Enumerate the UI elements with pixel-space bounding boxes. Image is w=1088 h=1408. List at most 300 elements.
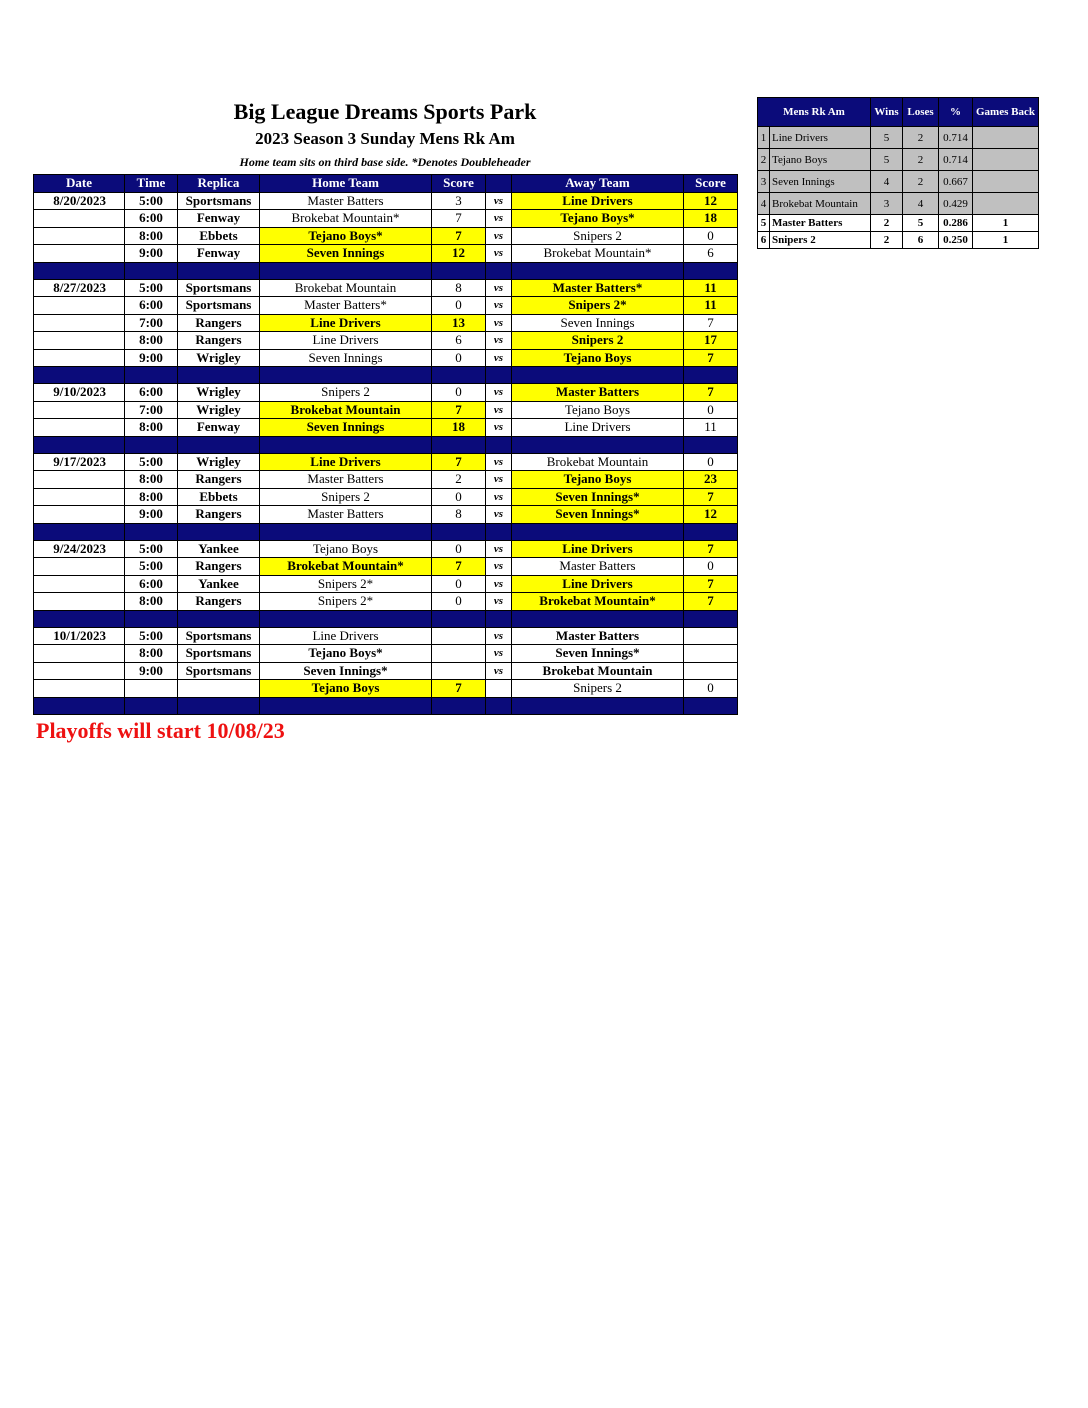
separator-cell bbox=[178, 610, 260, 627]
game-home-team: Master Batters bbox=[260, 506, 432, 524]
standings-games-back bbox=[973, 127, 1039, 149]
game-away-team: Master Batters* bbox=[512, 279, 684, 297]
game-home-score: 18 bbox=[432, 419, 486, 437]
standings-row bbox=[758, 193, 1039, 215]
separator-cell bbox=[512, 523, 684, 540]
standings-pct: 0.714 bbox=[939, 149, 973, 171]
game-time: 5:00 bbox=[125, 453, 178, 471]
game-away-score: 23 bbox=[684, 471, 738, 489]
separator-cell bbox=[432, 436, 486, 453]
col-away-score: Score bbox=[684, 175, 738, 193]
game-away-team: Seven Innings bbox=[512, 314, 684, 332]
game-time: 8:00 bbox=[125, 227, 178, 245]
separator-cell bbox=[486, 262, 512, 279]
standings-team: Brokebat Mountain bbox=[770, 193, 871, 215]
game-home-team: Brokebat Mountain* bbox=[260, 210, 432, 228]
game-away-team: Seven Innings* bbox=[512, 506, 684, 524]
game-away-team: Tejano Boys bbox=[512, 401, 684, 419]
game-row bbox=[34, 384, 738, 402]
game-row bbox=[34, 506, 738, 524]
standings-col-loses: Loses bbox=[903, 98, 939, 127]
standings-pct: 0.667 bbox=[939, 171, 973, 193]
standings-team: Master Batters bbox=[770, 215, 871, 232]
game-vs: vs bbox=[486, 627, 512, 645]
separator-cell bbox=[432, 367, 486, 384]
game-away-score: 17 bbox=[684, 332, 738, 350]
separator-cell bbox=[512, 262, 684, 279]
schedule-note: Home team sits on third base side. *Denotes Doubleheader bbox=[239, 155, 531, 169]
game-replica: Rangers bbox=[178, 558, 260, 576]
game-away-score: 11 bbox=[684, 297, 738, 315]
separator-cell bbox=[684, 367, 738, 384]
game-row bbox=[34, 488, 738, 506]
game-vs: vs bbox=[486, 453, 512, 471]
game-home-team: Seven Innings bbox=[260, 349, 432, 367]
game-time: 5:00 bbox=[125, 192, 178, 210]
game-home-score: 0 bbox=[432, 488, 486, 506]
game-home-team: Line Drivers bbox=[260, 453, 432, 471]
game-home-score: 13 bbox=[432, 314, 486, 332]
game-home-team: Snipers 2* bbox=[260, 593, 432, 611]
week-separator bbox=[34, 523, 738, 540]
page-subtitle: 2023 Season 3 Sunday Mens Rk Am bbox=[255, 129, 515, 148]
game-away-score: 0 bbox=[684, 680, 738, 698]
game-row bbox=[34, 332, 738, 350]
game-replica: Ebbets bbox=[178, 488, 260, 506]
standings-rank: 4 bbox=[758, 193, 770, 215]
game-away-team: Line Drivers bbox=[512, 192, 684, 210]
game-time: 6:00 bbox=[125, 210, 178, 228]
game-away-team: Snipers 2 bbox=[512, 332, 684, 350]
game-replica: Sportsmans bbox=[178, 662, 260, 680]
game-time: 9:00 bbox=[125, 506, 178, 524]
standings-games-back: 1 bbox=[973, 232, 1039, 249]
game-home-score: 0 bbox=[432, 297, 486, 315]
game-vs: vs bbox=[486, 506, 512, 524]
separator-cell bbox=[486, 610, 512, 627]
game-away-score: 7 bbox=[684, 593, 738, 611]
standings-pct: 0.714 bbox=[939, 127, 973, 149]
standings-pct: 0.429 bbox=[939, 193, 973, 215]
game-replica: Rangers bbox=[178, 593, 260, 611]
standings-games-back bbox=[973, 149, 1039, 171]
game-home-score: 6 bbox=[432, 332, 486, 350]
game-date bbox=[34, 506, 125, 524]
game-vs: vs bbox=[486, 349, 512, 367]
game-row bbox=[34, 245, 738, 263]
game-away-team: Seven Innings* bbox=[512, 488, 684, 506]
game-time: 8:00 bbox=[125, 332, 178, 350]
standings-team: Seven Innings bbox=[770, 171, 871, 193]
game-date bbox=[34, 227, 125, 245]
game-home-score bbox=[432, 627, 486, 645]
game-home-team: Master Batters bbox=[260, 471, 432, 489]
game-away-team: Tejano Boys bbox=[512, 471, 684, 489]
game-replica: Sportsmans bbox=[178, 297, 260, 315]
separator-cell bbox=[260, 262, 432, 279]
game-home-team: Brokebat Mountain bbox=[260, 279, 432, 297]
standings-row bbox=[758, 215, 1039, 232]
week-separator bbox=[34, 262, 738, 279]
game-home-score: 7 bbox=[432, 210, 486, 228]
game-row bbox=[34, 279, 738, 297]
schedule-header-row bbox=[34, 175, 738, 193]
playoffs-note: Playoffs will start 10/08/23 bbox=[36, 718, 285, 743]
separator-cell bbox=[512, 610, 684, 627]
game-home-team: Brokebat Mountain bbox=[260, 401, 432, 419]
game-vs: vs bbox=[486, 540, 512, 558]
game-date bbox=[34, 680, 125, 698]
standings-table bbox=[757, 97, 1039, 249]
separator-cell bbox=[34, 262, 125, 279]
game-time: 6:00 bbox=[125, 384, 178, 402]
separator-cell bbox=[432, 523, 486, 540]
game-home-score: 0 bbox=[432, 593, 486, 611]
game-vs: vs bbox=[486, 297, 512, 315]
col-replica: Replica bbox=[178, 175, 260, 193]
standings-wins: 5 bbox=[871, 149, 903, 171]
game-date bbox=[34, 593, 125, 611]
game-row bbox=[34, 627, 738, 645]
game-home-score: 7 bbox=[432, 227, 486, 245]
game-away-team: Brokebat Mountain bbox=[512, 662, 684, 680]
game-replica: Yankee bbox=[178, 540, 260, 558]
standings-loses: 2 bbox=[903, 127, 939, 149]
game-replica: Rangers bbox=[178, 471, 260, 489]
separator-cell bbox=[432, 610, 486, 627]
game-home-score: 7 bbox=[432, 453, 486, 471]
game-home-team: Tejano Boys* bbox=[260, 645, 432, 663]
game-home-score: 7 bbox=[432, 558, 486, 576]
game-away-team: Snipers 2* bbox=[512, 297, 684, 315]
game-away-team: Tejano Boys* bbox=[512, 210, 684, 228]
separator-cell bbox=[178, 523, 260, 540]
standings-wins: 3 bbox=[871, 193, 903, 215]
game-home-team: Snipers 2* bbox=[260, 575, 432, 593]
game-home-team: Master Batters bbox=[260, 192, 432, 210]
game-date: 9/17/2023 bbox=[34, 453, 125, 471]
schedule-table bbox=[33, 174, 738, 715]
game-away-score: 0 bbox=[684, 558, 738, 576]
game-date bbox=[34, 575, 125, 593]
game-date bbox=[34, 401, 125, 419]
game-home-team: Master Batters* bbox=[260, 297, 432, 315]
game-home-team: Seven Innings bbox=[260, 245, 432, 263]
game-replica: Fenway bbox=[178, 419, 260, 437]
game-replica: Wrigley bbox=[178, 384, 260, 402]
standings-games-back bbox=[973, 171, 1039, 193]
game-away-score: 12 bbox=[684, 192, 738, 210]
col-date: Date bbox=[34, 175, 125, 193]
separator-cell bbox=[486, 367, 512, 384]
game-time: 8:00 bbox=[125, 645, 178, 663]
game-home-score: 2 bbox=[432, 471, 486, 489]
game-vs: vs bbox=[486, 662, 512, 680]
game-row bbox=[34, 349, 738, 367]
standings-team: Line Drivers bbox=[770, 127, 871, 149]
game-away-score: 7 bbox=[684, 575, 738, 593]
game-home-team: Line Drivers bbox=[260, 332, 432, 350]
game-away-score: 7 bbox=[684, 384, 738, 402]
game-away-team: Line Drivers bbox=[512, 540, 684, 558]
game-row bbox=[34, 575, 738, 593]
game-replica: Sportsmans bbox=[178, 627, 260, 645]
standings-loses: 2 bbox=[903, 149, 939, 171]
game-home-score: 8 bbox=[432, 506, 486, 524]
game-away-score: 11 bbox=[684, 279, 738, 297]
game-home-score: 8 bbox=[432, 279, 486, 297]
game-home-score: 3 bbox=[432, 192, 486, 210]
separator-cell bbox=[260, 697, 432, 714]
game-time: 5:00 bbox=[125, 558, 178, 576]
game-replica: Sportsmans bbox=[178, 279, 260, 297]
game-vs: vs bbox=[486, 245, 512, 263]
game-vs: vs bbox=[486, 419, 512, 437]
separator-cell bbox=[512, 697, 684, 714]
game-vs: vs bbox=[486, 384, 512, 402]
game-row bbox=[34, 662, 738, 680]
game-away-team: Line Drivers bbox=[512, 575, 684, 593]
week-separator bbox=[34, 697, 738, 714]
game-row bbox=[34, 297, 738, 315]
game-row bbox=[34, 419, 738, 437]
separator-cell bbox=[684, 262, 738, 279]
game-away-team: Snipers 2 bbox=[512, 680, 684, 698]
game-replica: Rangers bbox=[178, 314, 260, 332]
game-away-score: 6 bbox=[684, 245, 738, 263]
game-replica: Wrigley bbox=[178, 453, 260, 471]
standings-games-back: 1 bbox=[973, 215, 1039, 232]
separator-cell bbox=[260, 610, 432, 627]
game-vs: vs bbox=[486, 488, 512, 506]
game-replica: Sportsmans bbox=[178, 192, 260, 210]
game-away-score: 7 bbox=[684, 349, 738, 367]
standings-rank: 5 bbox=[758, 215, 770, 232]
separator-cell bbox=[432, 262, 486, 279]
separator-cell bbox=[260, 367, 432, 384]
standings-row bbox=[758, 171, 1039, 193]
game-time: 6:00 bbox=[125, 297, 178, 315]
game-replica: Fenway bbox=[178, 245, 260, 263]
game-replica: Rangers bbox=[178, 332, 260, 350]
game-vs: vs bbox=[486, 401, 512, 419]
game-replica: Wrigley bbox=[178, 349, 260, 367]
standings-loses: 6 bbox=[903, 232, 939, 249]
standings-team: Snipers 2 bbox=[770, 232, 871, 249]
schedule-body bbox=[34, 192, 738, 714]
separator-cell bbox=[178, 436, 260, 453]
game-home-team: Brokebat Mountain* bbox=[260, 558, 432, 576]
game-time: 5:00 bbox=[125, 540, 178, 558]
game-away-team: Tejano Boys bbox=[512, 349, 684, 367]
game-home-score bbox=[432, 662, 486, 680]
separator-cell bbox=[125, 697, 178, 714]
game-date: 8/27/2023 bbox=[34, 279, 125, 297]
col-home-team: Home Team bbox=[260, 175, 432, 193]
week-separator bbox=[34, 436, 738, 453]
standings-body bbox=[758, 127, 1039, 249]
game-date bbox=[34, 488, 125, 506]
game-away-score: 7 bbox=[684, 488, 738, 506]
standings-row bbox=[758, 232, 1039, 249]
game-home-score: 7 bbox=[432, 680, 486, 698]
game-vs: vs bbox=[486, 314, 512, 332]
game-vs: vs bbox=[486, 575, 512, 593]
separator-cell bbox=[34, 436, 125, 453]
game-home-team: Tejano Boys bbox=[260, 680, 432, 698]
standings-row bbox=[758, 149, 1039, 171]
game-time: 5:00 bbox=[125, 627, 178, 645]
game-replica: Rangers bbox=[178, 506, 260, 524]
game-away-team: Brokebat Mountain* bbox=[512, 593, 684, 611]
standings-rank: 1 bbox=[758, 127, 770, 149]
game-time: 9:00 bbox=[125, 349, 178, 367]
separator-cell bbox=[432, 697, 486, 714]
game-date bbox=[34, 558, 125, 576]
game-time: 7:00 bbox=[125, 401, 178, 419]
game-replica: Ebbets bbox=[178, 227, 260, 245]
standings-wins: 5 bbox=[871, 127, 903, 149]
game-vs bbox=[486, 680, 512, 698]
game-date bbox=[34, 349, 125, 367]
game-away-team: Master Batters bbox=[512, 558, 684, 576]
separator-cell bbox=[34, 610, 125, 627]
standings-col-division: Mens Rk Am bbox=[758, 98, 871, 127]
game-row bbox=[34, 540, 738, 558]
standings-col-wins: Wins bbox=[871, 98, 903, 127]
standings-col-games-back: Games Back bbox=[973, 98, 1039, 127]
game-time: 8:00 bbox=[125, 471, 178, 489]
standings-col-pct: % bbox=[939, 98, 973, 127]
separator-cell bbox=[178, 367, 260, 384]
game-home-team: Tejano Boys bbox=[260, 540, 432, 558]
game-away-score: 12 bbox=[684, 506, 738, 524]
game-time: 5:00 bbox=[125, 279, 178, 297]
game-away-score: 0 bbox=[684, 227, 738, 245]
standings-games-back bbox=[973, 193, 1039, 215]
game-away-team: Line Drivers bbox=[512, 419, 684, 437]
game-home-team: Tejano Boys* bbox=[260, 227, 432, 245]
game-row bbox=[34, 210, 738, 228]
game-home-score: 7 bbox=[432, 401, 486, 419]
game-row bbox=[34, 471, 738, 489]
game-vs: vs bbox=[486, 279, 512, 297]
standings-loses: 2 bbox=[903, 171, 939, 193]
game-vs: vs bbox=[486, 645, 512, 663]
separator-cell bbox=[486, 523, 512, 540]
game-home-team: Line Drivers bbox=[260, 314, 432, 332]
game-date: 9/24/2023 bbox=[34, 540, 125, 558]
game-date bbox=[34, 471, 125, 489]
separator-cell bbox=[125, 367, 178, 384]
standings-rank: 3 bbox=[758, 171, 770, 193]
separator-cell bbox=[125, 523, 178, 540]
game-replica: Yankee bbox=[178, 575, 260, 593]
page-title: Big League Dreams Sports Park bbox=[233, 99, 537, 124]
game-date bbox=[34, 645, 125, 663]
game-row bbox=[34, 227, 738, 245]
game-time: 6:00 bbox=[125, 575, 178, 593]
game-date bbox=[34, 210, 125, 228]
game-home-score: 0 bbox=[432, 384, 486, 402]
game-vs: vs bbox=[486, 192, 512, 210]
game-away-team: Snipers 2 bbox=[512, 227, 684, 245]
game-home-team: Line Drivers bbox=[260, 627, 432, 645]
separator-cell bbox=[125, 436, 178, 453]
game-date: 8/20/2023 bbox=[34, 192, 125, 210]
game-time bbox=[125, 680, 178, 698]
game-vs: vs bbox=[486, 471, 512, 489]
game-vs: vs bbox=[486, 227, 512, 245]
standings-rank: 6 bbox=[758, 232, 770, 249]
separator-cell bbox=[486, 697, 512, 714]
game-row bbox=[34, 192, 738, 210]
game-date: 10/1/2023 bbox=[34, 627, 125, 645]
separator-cell bbox=[125, 610, 178, 627]
game-row bbox=[34, 593, 738, 611]
game-time: 8:00 bbox=[125, 419, 178, 437]
game-away-score: 0 bbox=[684, 401, 738, 419]
game-home-score: 12 bbox=[432, 245, 486, 263]
game-date bbox=[34, 332, 125, 350]
week-separator bbox=[34, 367, 738, 384]
game-away-score: 0 bbox=[684, 453, 738, 471]
game-date bbox=[34, 297, 125, 315]
game-date bbox=[34, 314, 125, 332]
standings-wins: 4 bbox=[871, 171, 903, 193]
game-time: 8:00 bbox=[125, 488, 178, 506]
standings-loses: 4 bbox=[903, 193, 939, 215]
game-home-score: 0 bbox=[432, 349, 486, 367]
separator-cell bbox=[34, 697, 125, 714]
game-date bbox=[34, 419, 125, 437]
standings-row bbox=[758, 127, 1039, 149]
standings-pct: 0.250 bbox=[939, 232, 973, 249]
game-row bbox=[34, 680, 738, 698]
separator-cell bbox=[125, 262, 178, 279]
separator-cell bbox=[260, 436, 432, 453]
standings-rank: 2 bbox=[758, 149, 770, 171]
separator-cell bbox=[684, 436, 738, 453]
col-vs bbox=[486, 175, 512, 193]
standings-loses: 5 bbox=[903, 215, 939, 232]
game-replica bbox=[178, 680, 260, 698]
game-date: 9/10/2023 bbox=[34, 384, 125, 402]
game-away-score: 7 bbox=[684, 314, 738, 332]
standings-pct: 0.286 bbox=[939, 215, 973, 232]
game-vs: vs bbox=[486, 593, 512, 611]
game-vs: vs bbox=[486, 332, 512, 350]
week-separator bbox=[34, 610, 738, 627]
game-away-score bbox=[684, 645, 738, 663]
separator-cell bbox=[486, 436, 512, 453]
game-vs: vs bbox=[486, 210, 512, 228]
game-row bbox=[34, 558, 738, 576]
game-home-team: Snipers 2 bbox=[260, 488, 432, 506]
game-away-team: Master Batters bbox=[512, 384, 684, 402]
game-row bbox=[34, 314, 738, 332]
game-away-score: 18 bbox=[684, 210, 738, 228]
separator-cell bbox=[34, 367, 125, 384]
game-row bbox=[34, 453, 738, 471]
game-away-score: 7 bbox=[684, 540, 738, 558]
game-time: 9:00 bbox=[125, 662, 178, 680]
game-away-team: Brokebat Mountain* bbox=[512, 245, 684, 263]
game-away-team: Seven Innings* bbox=[512, 645, 684, 663]
game-date bbox=[34, 662, 125, 680]
separator-cell bbox=[684, 697, 738, 714]
game-time: 9:00 bbox=[125, 245, 178, 263]
